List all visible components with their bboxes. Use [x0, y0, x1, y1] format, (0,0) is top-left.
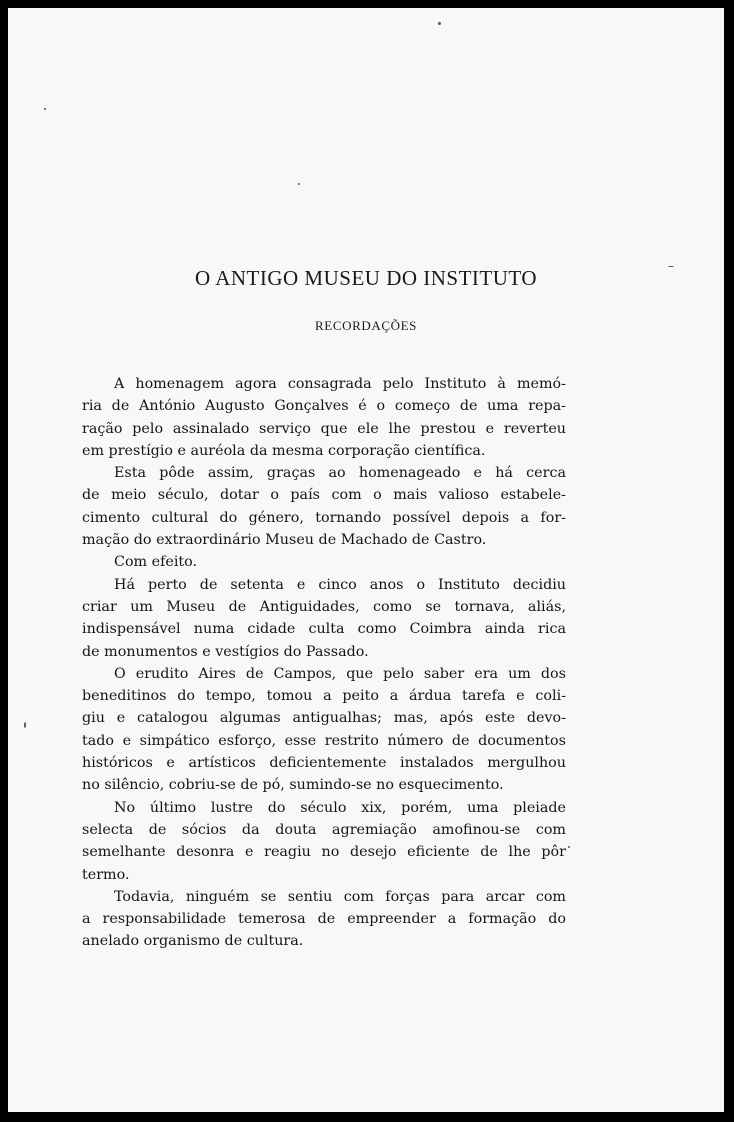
text-line: O erudito Aires de Campos, que pelo saber era um dos	[114, 665, 566, 682]
scan-speck	[298, 183, 300, 185]
text-line: giu e catalogou algumas antigualhas; mas, após este devo-	[82, 710, 566, 727]
page-subtitle: RECORDAÇÕES	[315, 318, 417, 333]
text-line: a responsabilidade temerosa de empreender a formação do	[82, 911, 566, 928]
text-line: mação do extraordinário Museu de Machado de Castro.	[82, 532, 487, 549]
text-line: no silêncio, cobriu-se de pó, sumindo-se no esquecimento.	[82, 777, 504, 794]
text-line: A homenagem agora consagrada pelo Instituto à memó-	[114, 376, 566, 392]
text-line: Há perto de setenta e cinco anos o Instituto decidiu	[114, 576, 566, 593]
text-line: selecta de sócios da douta agremiação amofinou-se com	[82, 821, 566, 838]
page	[8, 8, 724, 1112]
text-line: indispensável numa cidade culta como Coimbra ainda rica	[82, 621, 566, 638]
text-line: No último lustre do século xix, porém, uma pleiade	[114, 799, 566, 816]
text-line: históricos e artísticos deficientemente instalados mergulhou	[82, 755, 566, 772]
body-text	[82, 373, 566, 953]
text-line: criar um Museu de Antiguidades, como se tornava, aliás,	[82, 598, 566, 615]
text-line: cimento cultural do género, tornando possível depois a for-	[82, 509, 566, 526]
text-line: ria de António Augusto Gonçalves é o começo de uma repa-	[82, 398, 566, 415]
text-line: beneditinos do tempo, tomou a peito a árdua tarefa e coli-	[82, 688, 566, 705]
text-line: de monumentos e vestígios do Passado.	[82, 643, 369, 660]
scan-speck	[438, 22, 441, 25]
text-line: tado e simpático esforço, esse restrito número de documentos	[82, 732, 566, 749]
text-line: Com efeito.	[114, 554, 198, 571]
text-line: Esta pôde assim, graças ao homenageado e há cerca	[114, 465, 566, 482]
text-line: Todavia, ninguém se sentiu com forças para arcar com	[114, 888, 566, 905]
page-title: O ANTIGO MUSEU DO INSTITUTO	[194, 266, 538, 290]
scan-speck	[668, 266, 674, 267]
text-line: anelado organismo de cultura.	[82, 933, 304, 950]
text-line: termo.	[82, 866, 130, 883]
text-line: semelhante desonra e reagiu no desejo eficiente de lhe pôr	[82, 844, 566, 861]
scan-speck	[568, 846, 570, 848]
text-line: ração pelo assinalado serviço que ele lhe prestou e reverteu	[82, 420, 566, 437]
text-line: de meio século, dotar o país com o mais valioso estabele-	[82, 487, 566, 504]
text-line: em prestígio e auréola da mesma corporação científica.	[82, 442, 486, 459]
scan-speck	[44, 108, 46, 110]
scan-speck	[24, 722, 26, 728]
